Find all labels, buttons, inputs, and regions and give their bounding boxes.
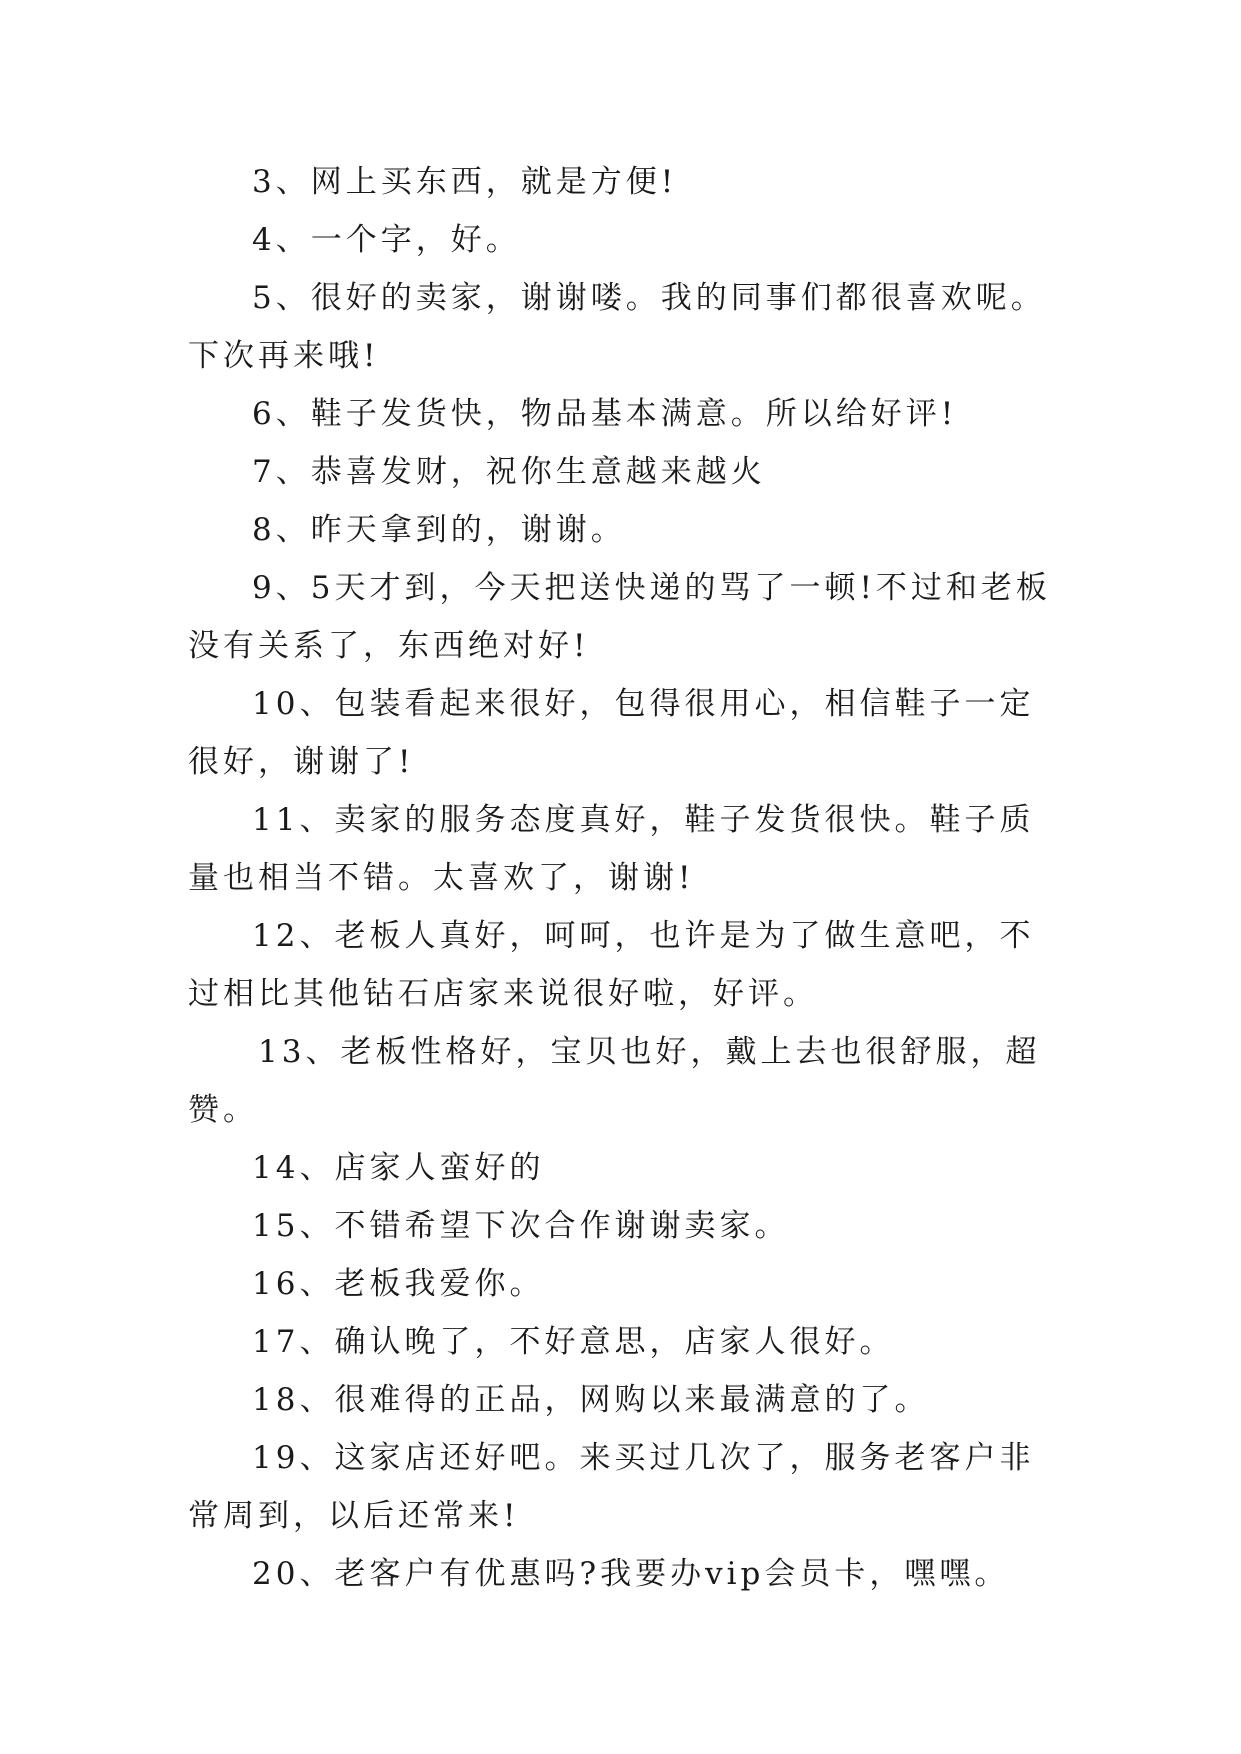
- paragraph-item-20: 20、老客户有优惠吗?我要办vip会员卡，嘿嘿。: [252, 1556, 1010, 1592]
- document-body: [188, 153, 1068, 1603]
- paragraph-item-13: 13、老板性格好，宝贝也好，戴上去也很舒服，超赞。: [188, 1034, 1041, 1128]
- paragraph-item-6: 6、鞋子发货快，物品基本满意。所以给好评!: [252, 396, 958, 432]
- paragraph-item-17: 17、确认晚了，不好意思，店家人很好。: [252, 1324, 895, 1360]
- paragraph-item-7: 7、恭喜发财，祝你生意越来越火: [252, 454, 766, 490]
- paragraph-item-14: 14、店家人蛮好的: [252, 1150, 545, 1186]
- paragraph-item-4: 4、一个字，好。: [252, 222, 521, 258]
- paragraph-item-19: 19、这家店还好吧。来买过几次了，服务老客户非常周到，以后还常来!: [188, 1440, 1035, 1534]
- paragraph-item-8: 8、昨天拿到的，谢谢。: [252, 512, 626, 548]
- paragraph-item-11: 11、卖家的服务态度真好，鞋子发货很快。鞋子质量也相当不错。太喜欢了，谢谢!: [188, 802, 1035, 896]
- paragraph-item-5: 5、很好的卖家，谢谢喽。我的同事们都很喜欢呢。下次再来哦!: [188, 280, 1046, 374]
- paragraph-item-9: 9、5天才到，今天把送快递的骂了一顿!不过和老板没有关系了，东西绝对好!: [188, 570, 1051, 664]
- paragraph-item-3: 3、网上买东西，就是方便!: [252, 164, 678, 200]
- paragraph-item-16: 16、老板我爱你。: [252, 1266, 545, 1302]
- paragraph-item-10: 10、包装看起来很好，包得很用心，相信鞋子一定很好，谢谢了!: [188, 686, 1035, 780]
- paragraph-item-18: 18、很难得的正品，网购以来最满意的了。: [252, 1382, 930, 1418]
- paragraph-item-12: 12、老板人真好，呵呵，也许是为了做生意吧，不过相比其他钻石店家来说很好啦，好评。: [188, 918, 1035, 1012]
- paragraph-item-15: 15、不错希望下次合作谢谢卖家。: [252, 1208, 790, 1244]
